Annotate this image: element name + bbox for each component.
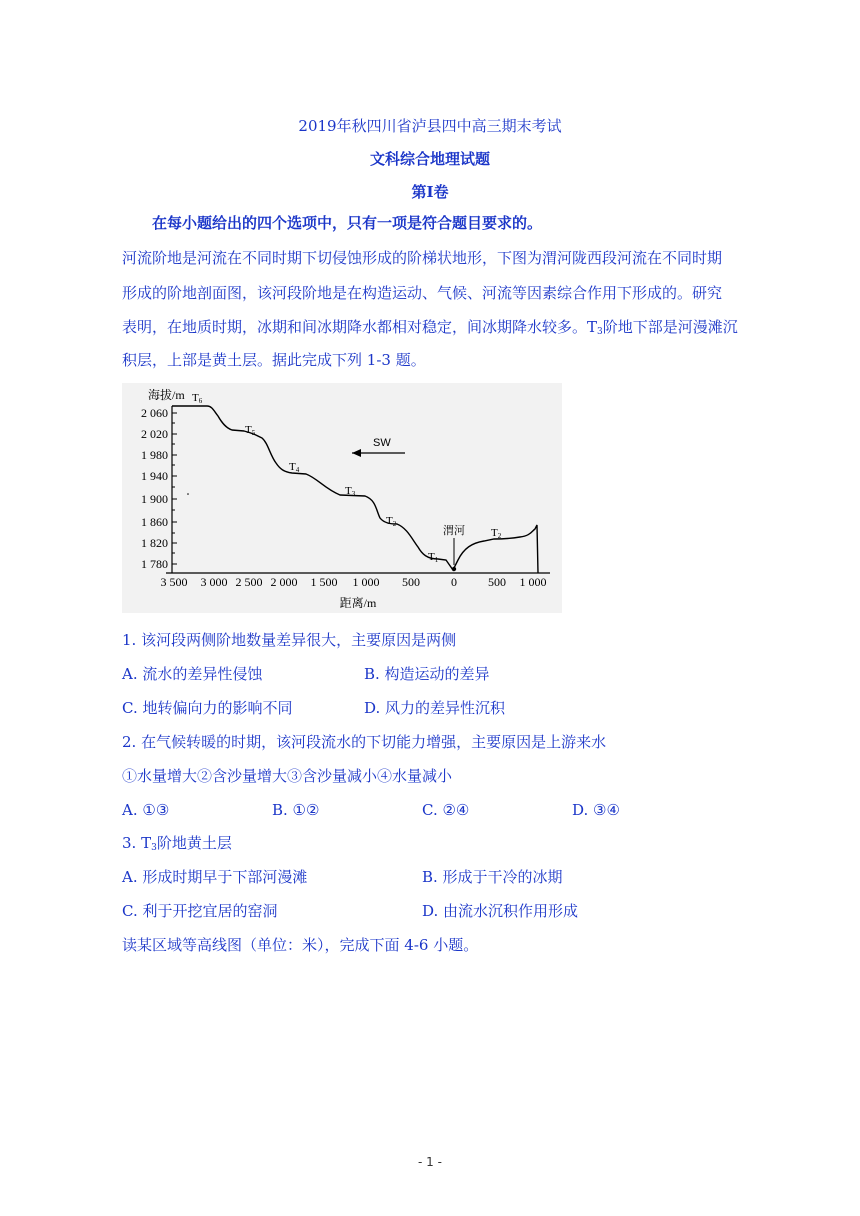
question-2-sub: ①水量增大②含沙量增大③含沙量减小④水量减小 <box>122 767 453 785</box>
terrace-label: T2 <box>491 527 502 540</box>
terrace-profile-figure <box>122 383 562 613</box>
y-tick-label: 1 940 <box>141 469 168 483</box>
x-tick-label: 1 000 <box>352 575 380 589</box>
terrace-label: T1 <box>428 551 439 564</box>
q1-option-a: A. 流水的差异性侵蚀 <box>122 665 263 683</box>
terrace-label: T2 <box>386 515 397 528</box>
y-tick-label: 1 780 <box>141 557 168 571</box>
q1-option-b: B. 构造运动的差异 <box>364 665 490 683</box>
passage2: 读某区域等高线图（单位：米），完成下面 4-6 小题。 <box>122 936 479 954</box>
terrace-label: T5 <box>245 424 256 437</box>
arrow-head <box>352 449 361 457</box>
passage1-line2: 形成的阶地剖面图，该河段阶地是在构造运动、气候、河流等因素综合作用下形成的。研究 <box>122 284 723 302</box>
y-tick-label: 1 860 <box>141 515 168 529</box>
y-tick-label: 1 820 <box>141 536 168 550</box>
question-2-stem: 2. 在气候转暖的时期，该河段流水的下切能力增强，主要原因是上游来水 <box>122 733 607 751</box>
river-label: 渭河 <box>443 525 465 537</box>
q3-option-b: B. 形成于干冷的冰期 <box>422 868 563 886</box>
question-1-stem: 1. 该河段两侧阶地数量差异很大，主要原因是两侧 <box>122 631 457 649</box>
q3-option-c: C. 利于开挖宜居的窑洞 <box>122 902 278 920</box>
q1-option-c: C. 地转偏向力的影响不同 <box>122 699 293 717</box>
question-3-stem: 3. $T_3$阶地黄土层 <box>122 834 232 853</box>
exam-title: 2019年秋四川省泸县四中高三期末考试 <box>298 117 562 135</box>
passage1-line3: 表明，在地质时期，冰期和间冰期降水都相对稳定，间冰期降水较多。$T_3$阶地下部是河漫滩沉 <box>122 318 738 337</box>
terrace-label: T4 <box>289 461 300 474</box>
y-tick-label: 1 980 <box>141 448 168 462</box>
x-tick-label: 1 500 <box>310 575 338 589</box>
q1-option-d: D. 风力的差异性沉积 <box>364 699 506 717</box>
terrace-label: T6 <box>192 392 203 405</box>
river-point <box>452 567 456 571</box>
subject-title: 文科综合地理试题 <box>369 150 490 168</box>
x-tick-label: 3 500 <box>160 575 188 589</box>
direction-label: SW <box>373 437 391 449</box>
x-tick-label: 3 000 <box>200 575 228 589</box>
y-axis-label: 海拔/m <box>148 388 185 402</box>
q3-option-d: D. 由流水沉积作用形成 <box>422 902 579 920</box>
x-tick-label: 500 <box>402 575 420 589</box>
page-number: - 1 - <box>418 1155 442 1169</box>
x-tick-label: 2 000 <box>270 575 298 589</box>
instruction: 在每小题给出的四个选项中，只有一项是符合题目要求的。 <box>152 214 543 232</box>
passage1-line1: 河流阶地是河流在不同时期下切侵蚀形成的阶梯状地形，下图为渭河陇西段河流在不同时期 <box>122 249 723 267</box>
speck <box>187 493 189 495</box>
terrace-label: T3 <box>345 485 356 498</box>
q2-option-b: B. ①② <box>272 801 320 819</box>
volume-title: 第Ⅰ卷 <box>411 183 449 201</box>
q2-option-a: A. ①③ <box>122 801 170 819</box>
x-tick-label: 1 000 <box>519 575 547 589</box>
y-tick-label: 1 900 <box>141 492 168 506</box>
x-axis-label: 距离/m <box>339 596 377 610</box>
terrace-profile-svg <box>122 383 562 613</box>
y-tick-label: 2 020 <box>141 427 168 441</box>
passage1-line4: 积层，上部是黄土层。据此完成下列 1-3 题。 <box>122 351 426 369</box>
y-tick-label: 2 060 <box>141 406 168 420</box>
q3-option-a: A. 形成时期早于下部河漫滩 <box>122 868 308 886</box>
x-tick-label: 2 500 <box>235 575 263 589</box>
x-tick-label: 0 <box>451 575 457 589</box>
x-tick-label: 500 <box>488 575 506 589</box>
q2-option-c: C. ②④ <box>422 801 470 819</box>
q2-option-d: D. ③④ <box>572 801 620 819</box>
